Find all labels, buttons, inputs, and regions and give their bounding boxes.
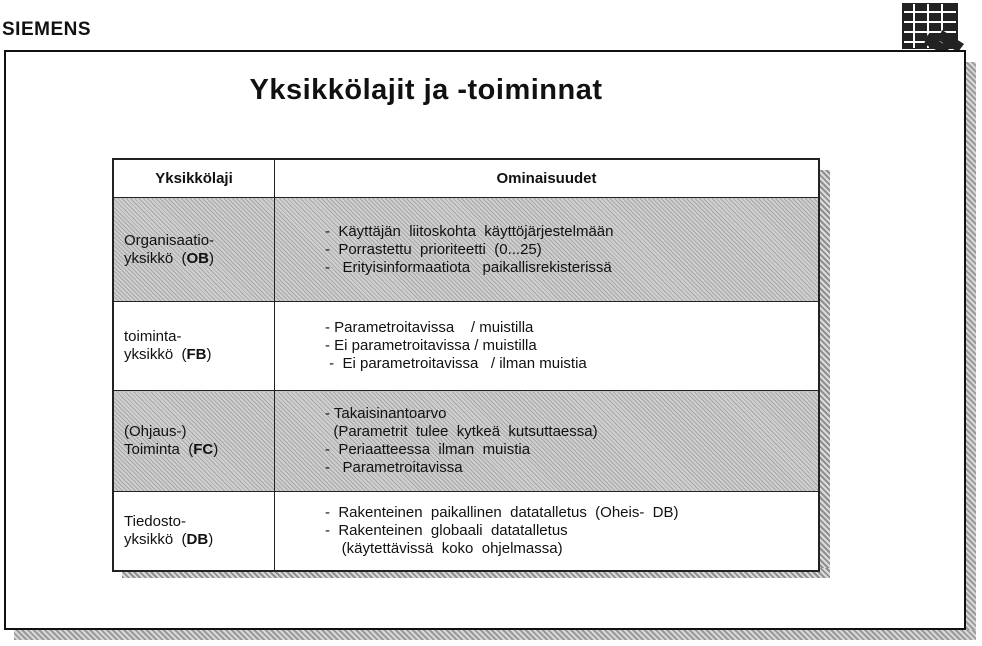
block-type-line1: Organisaatio- [124, 231, 215, 249]
property-line: - Käyttäjän liitoskohta käyttöjärjestelmään [325, 222, 614, 240]
property-line: - Porrastettu prioriteetti (0...25) [325, 240, 542, 258]
block-type-suffix: ) [206, 346, 212, 363]
property-line: - Ei parametroitavissa / ilman muistia [325, 355, 587, 372]
block-type-suffix: ) [209, 249, 215, 267]
block-type-suffix: ) [213, 441, 219, 458]
properties-cell [275, 391, 820, 492]
property-line: - Parametroitavissa / muistilla [325, 319, 534, 336]
frame-shadow-bottom [14, 630, 976, 640]
property-line: - Erityisinformaatiota paikallisrekisterissä [325, 258, 612, 276]
table-row [113, 302, 819, 391]
table-row [113, 391, 819, 492]
property-line: - Rakenteinen globaali datatalletus [325, 522, 568, 539]
properties-cell [275, 198, 820, 302]
frame-shadow-right [966, 62, 976, 640]
header-properties: Ominaisuudet [275, 159, 820, 198]
property-line: - Ei parametroitavissa / muistilla [325, 337, 537, 354]
brand-name: SIEMENS [2, 19, 92, 40]
block-type-line2: yksikkö ( [124, 346, 187, 363]
block-type-line1: toiminta- [124, 328, 182, 345]
block-type-line1: (Ohjaus-) [124, 423, 187, 440]
property-line: (Parametrit tulee kytkeä kutsuttaessa) [325, 423, 598, 440]
block-type-suffix: ) [208, 531, 214, 548]
properties-cell [275, 302, 820, 391]
block-type-cell [113, 198, 275, 302]
block-type-code: FC [193, 441, 214, 458]
property-line: - Takaisinantoarvo [325, 405, 447, 422]
block-types-table [112, 158, 820, 568]
block-type-code: OB [186, 249, 210, 267]
block-type-line2: Toiminta ( [124, 441, 194, 458]
block-type-cell [113, 391, 275, 492]
table-row [113, 492, 819, 572]
header-block-type: Yksikkölaji [113, 159, 275, 198]
siemens-emblem-icon [898, 0, 968, 56]
block-type-cell [113, 302, 275, 391]
property-line: - Parametroitavissa [325, 459, 463, 476]
property-line: (käytettävissä koko ohjelmassa) [325, 540, 563, 557]
block-type-line2: yksikkö ( [124, 531, 187, 548]
block-type-line1: Tiedosto- [124, 513, 186, 530]
property-line: - Rakenteinen paikallinen datatalletus (Oheis- DB) [325, 504, 679, 521]
table-row [113, 198, 819, 302]
table-shadow-right [820, 170, 830, 578]
block-type-line2: yksikkö ( [124, 249, 187, 267]
slide-title: Yksikkölajit ja -toiminnat [249, 74, 603, 106]
properties-cell [275, 492, 820, 572]
block-type-code: FB [186, 346, 207, 363]
block-type-code: DB [186, 531, 209, 548]
block-type-cell [113, 492, 275, 572]
property-line: - Periaatteessa ilman muistia [325, 441, 531, 458]
